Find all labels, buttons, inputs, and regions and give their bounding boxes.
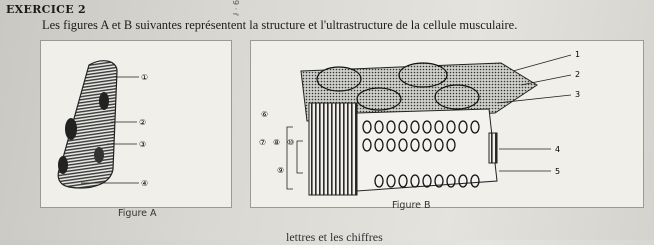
figure-a-panel bbox=[40, 40, 232, 208]
callout-b5: 5 bbox=[555, 167, 561, 176]
t-tubule bbox=[489, 133, 497, 163]
figure-b-caption: Figure B bbox=[392, 200, 431, 211]
callout-1: ① bbox=[141, 73, 149, 82]
myofibril-section bbox=[357, 88, 401, 110]
callout-10: ⑩ bbox=[287, 138, 295, 147]
callout-6: ⑥ bbox=[261, 110, 269, 119]
callout-8: ⑧ bbox=[273, 138, 281, 147]
nucleus-shape bbox=[99, 92, 109, 110]
ultrastructure-illustration bbox=[251, 41, 643, 207]
figure-a-caption: Figure A bbox=[118, 208, 157, 219]
callout-b4: 4 bbox=[555, 145, 561, 154]
myofibril-striated-block bbox=[309, 103, 357, 195]
myofibril-section bbox=[317, 67, 361, 91]
myofibril-section bbox=[435, 85, 479, 109]
callout-b1: 1 bbox=[575, 50, 581, 59]
nucleus-shape bbox=[58, 156, 68, 174]
callout-b2: 2 bbox=[575, 70, 581, 79]
cutoff-footer-text: lettres et les chiffres bbox=[286, 230, 383, 244]
figure-b-panel bbox=[250, 40, 644, 208]
callout-9: ⑨ bbox=[277, 166, 285, 175]
exercise-instruction: Les figures A et B suivantes représentent la structure et l'ultrastructure de la cellule musculaire. bbox=[42, 18, 518, 32]
callout-b3: 3 bbox=[575, 90, 581, 99]
nucleus-shape bbox=[65, 118, 77, 140]
callout-4: ④ bbox=[141, 179, 149, 188]
muscle-fiber-illustration bbox=[41, 41, 231, 207]
nucleus-shape bbox=[94, 147, 104, 163]
handwritten-margin-note: 9 · ṙ bbox=[231, 0, 240, 17]
myofibril-section bbox=[399, 63, 447, 87]
callout-7: ⑦ bbox=[259, 138, 267, 147]
callout-2: ② bbox=[139, 118, 147, 127]
exercise-heading: EXERCICE 2 bbox=[6, 3, 86, 16]
callout-3: ③ bbox=[139, 140, 147, 149]
